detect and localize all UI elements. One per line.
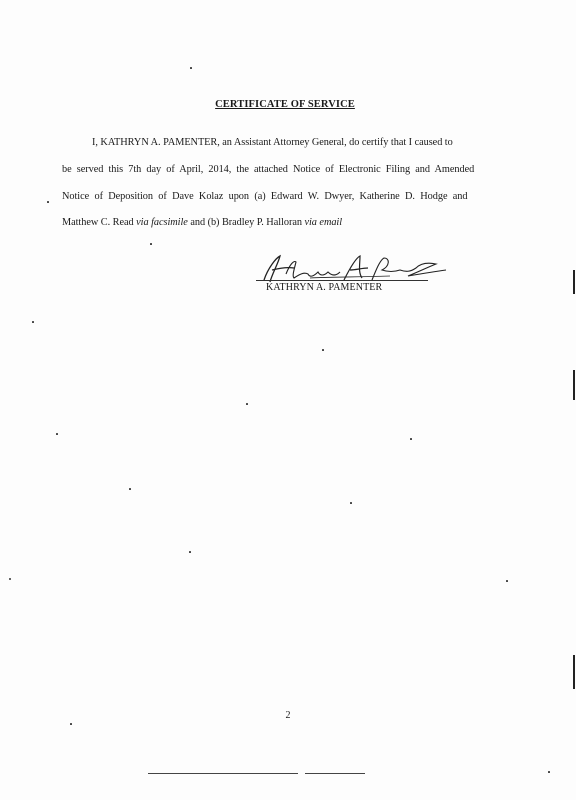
scan-speck: [32, 321, 34, 323]
body-line-1: I, KATHRYN A. PAMENTER, an Assistant Attorney General, do certify that I caused to: [92, 137, 453, 148]
scan-speck: [189, 551, 191, 553]
scan-speck: [246, 403, 248, 405]
scan-speck: [56, 433, 58, 435]
signature-line: [256, 280, 428, 281]
via-facsimile-text: via facsimile: [136, 217, 188, 228]
scan-speck: [350, 502, 352, 504]
signer-name: KATHRYN A. PAMENTER: [266, 282, 383, 293]
body-line-2: be served this 7th day of April, 2014, the attached Notice of Electronic Filing and Amended: [62, 164, 475, 175]
body-line-3: Notice of Deposition of Dave Kolaz upon (a) Edward W. Dwyer, Katherine D. Hodge and: [62, 191, 468, 202]
document-title: CERTIFICATE OF SERVICE: [215, 99, 355, 110]
scan-speck: [129, 488, 131, 490]
scan-speck: [70, 723, 72, 725]
via-email-text: via email: [304, 217, 343, 228]
scan-speck: [150, 243, 152, 245]
scan-edge-mark: [573, 655, 575, 689]
scan-speck: [548, 771, 550, 773]
body-line-4-start: Matthew C. Read: [62, 217, 137, 228]
scan-speck: [410, 438, 412, 440]
scan-speck: [506, 580, 508, 582]
scan-speck: [9, 578, 11, 580]
page-number: 2: [285, 710, 291, 721]
body-line-4-middle: and (b) Bradley P. Halloran: [187, 217, 305, 228]
scan-edge-mark: [573, 370, 575, 400]
body-line-4: [62, 217, 342, 228]
scan-edge-mark: [573, 270, 575, 294]
scan-footer-line: [305, 773, 365, 774]
scan-speck: [47, 201, 49, 203]
scan-footer-line: [148, 773, 298, 774]
scan-speck: [190, 67, 192, 69]
scan-speck: [322, 349, 324, 351]
